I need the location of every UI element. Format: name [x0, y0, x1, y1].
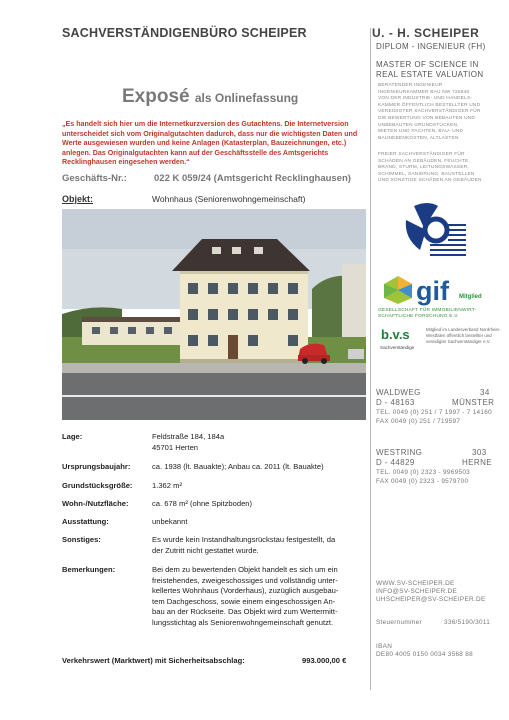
remarks-line: freistehendes, zweigeschossiges und vollständig unter- [152, 575, 338, 585]
tax-number-value: 336/5190/3011 [444, 619, 491, 626]
construction-year-label: Ursprungsbaujahr: [62, 462, 131, 471]
expert-master-line: MASTER OF SCIENCE IN [376, 60, 479, 69]
living-area-label: Wohn-/Nutzfläche: [62, 499, 129, 508]
expose-subtitle: als Onlinefassung [194, 91, 299, 105]
email-personal-link[interactable]: UHSCHEIPER@SV-SCHEIPER.DE [376, 596, 486, 603]
tax-number-label: Steuernummer [376, 619, 422, 626]
remarks-line: lungsstichtag als Seniorenwohngemeinschaft genutzt. [152, 617, 334, 627]
damage-line: UND SONSTIGE SCHÄDEN AN GEBÄUDEN [378, 178, 482, 184]
email-info-link[interactable]: INFO@SV-SCHEIPER.DE [376, 588, 458, 595]
qualification-line: VON DER INDUSTRIE- UND HANDELS- [378, 96, 473, 102]
damage-line: BRAND, STURM, LEITUNGSWASSER, [378, 165, 469, 171]
plot-size-value: 1.362 m² [152, 481, 182, 490]
damage-line: SCHÄDEN AN GEBÄUDEN, FEUCHTE, [378, 158, 470, 164]
case-number-value: 022 K 059/24 (Amtsgericht Recklinghausen) [154, 173, 351, 184]
location-street: Feldstraße 184, 184a [152, 432, 225, 441]
equipment-value: unbekannt [152, 517, 188, 526]
office1-fax: FAX 0049 (0) 251 / 719597 [376, 418, 461, 425]
gif-member-label: Mitglied [459, 294, 482, 300]
expose-title [122, 86, 298, 108]
damage-line: FREIER SACHVERSTÄNDIGER FÜR [378, 152, 465, 157]
expert-degree: DIPLOM - INGENIEUR (FH) [376, 42, 486, 51]
qualification-line: MIETEN UND PACHTEN, BAU- UND [378, 129, 464, 135]
iban-value: DE80 4005 0150 0034 3568 88 [376, 651, 473, 658]
bvs-wordmark: b.v.s [381, 327, 410, 342]
remarks-line: bau an der Rückseite. Das Objekt wird zum Wertermitt- [152, 607, 338, 616]
plot-size-label: Grundstücksgröße: [62, 481, 133, 490]
office1-number: 34 [480, 388, 490, 397]
gif-wordmark: gif [416, 276, 449, 306]
damage-line: SCHIMMEL, SANIERUNG, BAUSTELLEN [378, 171, 475, 177]
office2-city: HERNE [462, 458, 493, 467]
market-value-amount: 993.000,00 € [302, 656, 347, 665]
expert-master [376, 60, 494, 80]
website-link[interactable]: WWW.SV-SCHEIPER.DE [376, 580, 455, 587]
bvs-sub: Sachverständige [380, 345, 415, 350]
qualification-line: DIE BEWERTUNG VON BEBAUTEN UND [378, 115, 476, 121]
online-notice: „Es handelt sich hier um die Internetkurzversion des Gutachtens. Die Internetversion unterscheidet sich vom Originalgutachten dadurch, dass nur die wichtigsten Daten und Werte ausgewiesen wurden und keine Anlagen (Katasterplan, Bauzeichnungen, etc.) anlegen. Das Originalgutachten kann auf der Geschäftsstelle des Amtsgerichts Recklinghausen eingesehen werden.“ [62, 120, 358, 167]
location-label: Lage: [62, 432, 83, 441]
expert-master-line: REAL ESTATE VALUATION [376, 70, 484, 79]
qualification-line: VEREIDIGTER SACHVERSTÄNDIGER FÜR [378, 109, 481, 115]
misc-line-1: Es wurde kein Instandhaltungsrückstau festgestellt, da [152, 535, 336, 544]
equipment-label: Ausstattung: [62, 517, 109, 526]
qualification-block [378, 83, 496, 142]
expose-title-main: Exposé [122, 86, 190, 107]
construction-year-value: ca. 1938 (lt. Bauakte); Anbau ca. 2011 (lt. Bauakte) [152, 462, 324, 471]
iban-label: IBAN [376, 643, 393, 650]
misc-line-2: der Zutritt nicht gestattet wurde. [152, 546, 259, 555]
office2-zip: D - 44829 [376, 458, 415, 467]
office2-phone: TEL. 0049 (0) 2323 - 9969503 [376, 469, 471, 476]
office1-street: WALDWEG [376, 388, 421, 397]
office2-number: 303 [472, 448, 487, 457]
object-value: Wohnhaus (Seniorenwohngemeinschaft) [152, 194, 306, 204]
gif-caption-line: GESELLSCHAFT FÜR IMMOBILIENWIRT- [378, 308, 477, 313]
office1-phone: TEL. 0049 (0) 251 / 7 1997 - 7 14160 [376, 409, 492, 416]
remarks-line: tem Dachgeschoss, sowie einem eingeschossigen An- [152, 596, 336, 606]
office2-fax: FAX 0049 (0) 2323 - 9579700 [376, 478, 469, 485]
object-label: Objekt: [62, 194, 94, 204]
market-value-label: Verkehrswert (Marktwert) mit Sicherheitsabschlag: [62, 656, 245, 665]
qualification-line: UNBEBAUTEN GRUNDSTÜCKEN, [378, 122, 459, 128]
remarks-text [152, 565, 362, 628]
office1-zip: D - 48163 [376, 398, 415, 407]
damage-expert-block [378, 152, 496, 185]
firm-heading: SACHVERSTÄNDIGENBÜRO SCHEIPER [62, 26, 307, 40]
remarks-line: Bei dem zu bewertenden Objekt handelt es sich um ein [152, 565, 338, 574]
property-photo [62, 209, 366, 420]
remarks-line: kellertes Wohnhaus (Vorderhaus), zuzüglich ausgebau- [152, 586, 339, 595]
chamber-seal-icon [400, 198, 470, 260]
qualification-line: BERATENDER INGENIEUR [378, 83, 443, 88]
gif-caption-line: SCHAFTLICHE FORSCHUNG E.V. [378, 314, 459, 320]
remarks-label: Bemerkungen: [62, 565, 116, 574]
case-number-label: Geschäfts-Nr.: [62, 173, 127, 184]
qualification-line: BAUNEBENKOSTEN, ALTLASTEN [378, 135, 459, 141]
misc-label: Sonstiges: [62, 535, 101, 544]
qualification-line: KAMMER ÖFFENTLICH BESTELLTER UND [378, 102, 481, 108]
column-divider [370, 28, 371, 690]
office2-street: WESTRING [376, 448, 423, 457]
office1-city: MÜNSTER [452, 398, 495, 407]
expert-name: U. - H. SCHEIPER [372, 26, 480, 40]
location-city: 45701 Herten [152, 443, 199, 452]
gif-caption [378, 308, 476, 321]
bvs-description: Mitglied im Landesverband Nordrhein-Westfalen öffentlich bestellter und vereidigter Sachverständiger e.V. [426, 327, 501, 344]
living-area-value: ca. 678 m² (ohne Spitzboden) [152, 499, 253, 508]
qualification-line: INGENIEURKAMMER BAU NW 725845 [378, 89, 470, 95]
gif-logo-icon [383, 275, 413, 305]
